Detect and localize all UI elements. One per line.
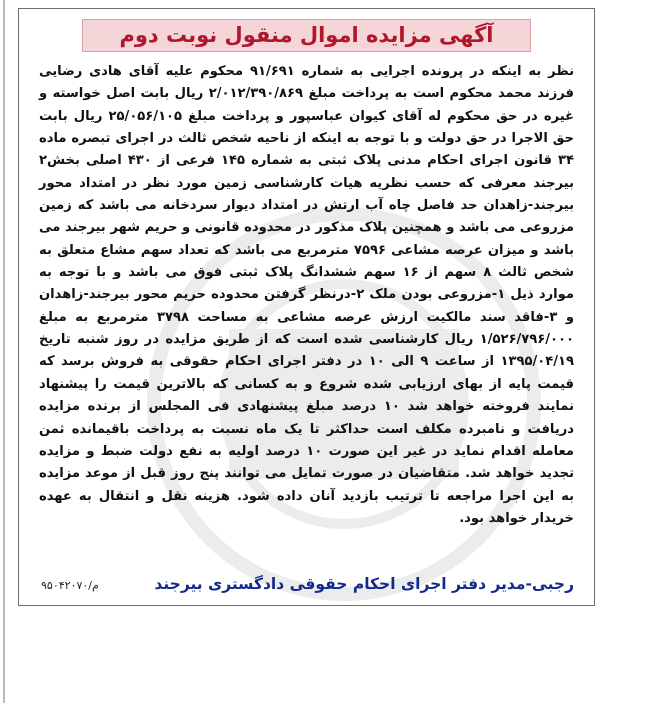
page-edge-line bbox=[3, 0, 5, 703]
notice-body: نظر به اینکه در پرونده اجرایی به شماره ۹۱/۶۹۱ محکوم علیه آقای هادی رضایی فرزند محمد محکوم است به پرداخت مبلغ ۲/۰۱۲/۳۹۰/۸۶۹ ریال بابت اصل خواسته و غیره در حق محکوم له آقای کیوان عباسپور و پرداخت مبلغ ۲۵/۰۵۶/۱۰۵ ریال بابت حق الاجرا در حق دولت و با توجه به اینکه از ناحیه شخص ثالث در اجرای تبصره ماده ۳۴ قانون اجرای احکام مدنی پلاک ثبتی به شماره ۱۴۵ فرعی از ۴۳۰ اصلی بخش۲ بیرجند معرفی که حسب نظریه هیات کارشناسی زمین مورد نظر در امتداد محور بیرجند-زاهدان حد فاصل چاه آب ارتش در امتداد دیوار سردخانه می باشد که زمین مزروعی می باشد و همچنین پلاک مذکور در محدوده قانونی و حریم شهر بیرجند می باشد و میزان عرصه مشاعی ۷۵۹۶ مترمربع می باشد که تعداد سهم مشاع متعلق به شخص ثالث ۸ سهم از ۱۶ سهم ششدانگ پلاک ثبتی فوق می باشد و با توجه به موارد ذیل ۱-مزروعی بودن ملک ۲-درنظر گرفتن محدوده حریم محور بیرجند-زاهدان و ۳-فاقد سند مالکیت ارزش عرصه مشاعی به مساحت ۳۷۹۸ مترمربع به مبلغ ۱/۵۲۶/۷۹۶/۰۰۰ ریال کارشناسی شده است که از طریق مزایده در روز شنبه تاریخ ۱۳۹۵/۰۴/۱۹ از ساعت ۹ الی ۱۰ در دفتر اجرای احکام حقوقی به فروش برسد که قیمت پایه از بهای ارزیابی شده شروع و به کسانی که بالاترین قیمت را پیشنهاد نمایند فروخته خواهد شد ۱۰ درصد مبلغ پیشنهادی فی المجلس از برنده مزایده دریافت و نامبرده مکلف است حداکثر تا یک ماه نسبت به پرداخت باقیمانده ثمن معامله اقدام نماید در غیر این صورت ۱۰ درصد اولیه به نفع دولت ضبط و مزایده تجدید خواهد شد. متقاضیان در صورت تمایل می توانند پنج روز قبل از موعد مزایده به این اجرا مراجعه تا ترتیب بازدید آنان داده شود. هزینه نقل و انتقال به عهده خریدار خواهد بود. bbox=[39, 64, 575, 526]
title-bar bbox=[79, 18, 534, 52]
notice-title: آگهی مزایده اموال منقول نوبت دوم bbox=[82, 19, 530, 52]
notice-box bbox=[18, 8, 595, 606]
notice-signature: رجبی-مدیر دفتر اجرای احکام حقوقی دادگستری بیرجند bbox=[154, 575, 574, 593]
notice-code: م/۹۵۰۴۲۰۷۰ bbox=[41, 579, 99, 592]
